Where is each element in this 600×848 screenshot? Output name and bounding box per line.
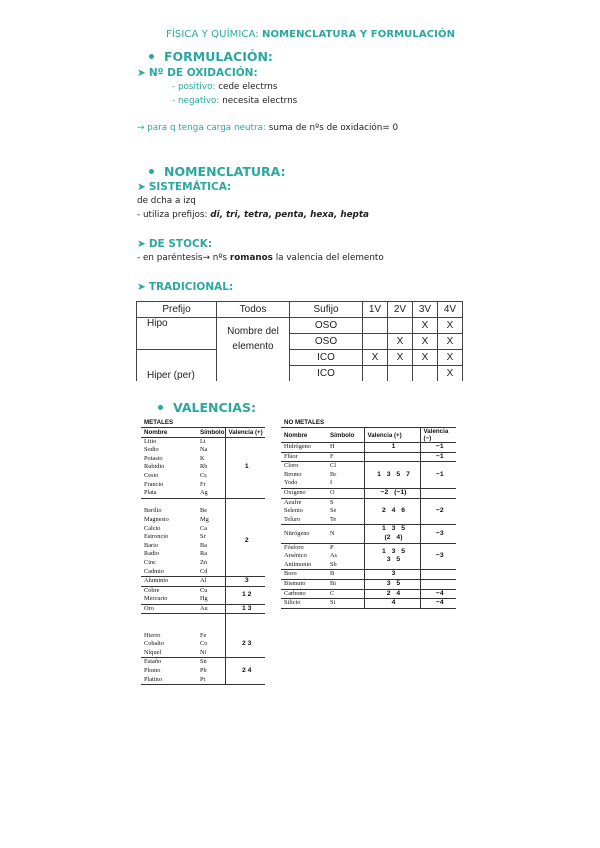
element-symbol: Hg	[197, 595, 225, 604]
element-name: Fósforo	[284, 543, 304, 551]
element-name: Plomo	[144, 667, 161, 675]
valence-negative: −3	[420, 525, 456, 543]
col-header: Valencia (+)	[364, 428, 420, 443]
table-row	[281, 488, 456, 498]
mark-cell: X	[413, 334, 438, 350]
element-name: Calcio	[144, 524, 161, 532]
element-name: Radio	[144, 550, 160, 558]
valence-positive	[364, 589, 420, 599]
element-name: Magnesio	[144, 515, 169, 523]
spacer-row	[141, 614, 265, 623]
element-symbol: Zn	[200, 558, 207, 566]
element-name: Aluminio	[141, 577, 197, 587]
mark-cell: X	[438, 334, 463, 350]
element-symbol: N	[327, 525, 364, 543]
table-row	[141, 507, 265, 516]
title-main: NOMENCLATURA Y FORMULACIÓN	[262, 29, 456, 40]
valence-negative: −1	[420, 462, 456, 489]
valence-positive-text: 2 4	[386, 589, 401, 597]
col-header: Todos	[217, 302, 290, 318]
element-symbol: I	[327, 479, 364, 488]
valence-negative: −1	[420, 452, 456, 462]
table-row	[281, 462, 456, 471]
valence-positive	[364, 543, 420, 570]
title-prefix: FÍSICA Y QUÍMICA:	[166, 29, 259, 40]
element-name: Sodio	[144, 446, 159, 454]
suffix-cell: OSO	[290, 318, 363, 334]
element-name: Selenio	[284, 507, 303, 515]
positivo-line: - positivo: cede electrns	[172, 82, 278, 92]
suffix-cell: OSO	[290, 334, 363, 350]
element-symbol: Cs	[200, 471, 207, 479]
element-symbol: Cu	[200, 586, 208, 594]
element-name: Mercurio	[141, 595, 197, 604]
nometales-table	[281, 419, 456, 609]
nometales-caption: NO METALES	[284, 419, 325, 426]
bullet-icon	[149, 54, 154, 59]
table-row	[141, 577, 265, 587]
element-name: Oxígeno	[281, 488, 327, 498]
element-symbol: Sn	[200, 658, 207, 666]
col-header: 1V	[363, 302, 388, 318]
valence-negative	[420, 570, 456, 580]
element-symbol: Al	[197, 577, 225, 587]
mark-cell	[413, 366, 438, 382]
valence-positive	[364, 525, 420, 543]
table-row	[141, 632, 265, 641]
element-symbol: Ag	[197, 489, 225, 498]
element-symbol: Br	[330, 470, 337, 478]
valence-positive-text: (2 4)	[384, 533, 403, 541]
valence-positive-text: −2 (−1)	[380, 488, 407, 496]
valence-positive	[364, 498, 420, 525]
table-row	[141, 658, 265, 667]
element-name: Oro	[141, 604, 197, 614]
element-symbol: Sr	[200, 533, 206, 541]
valence-positive	[364, 488, 420, 498]
valence-negative	[420, 579, 456, 589]
valence-positive	[364, 579, 420, 589]
valence-negative: −1	[420, 443, 456, 453]
table-row	[281, 589, 456, 599]
sistematica-heading: ➤ SISTEMÁTICA:	[137, 181, 232, 193]
element-symbol: O	[327, 488, 364, 498]
oxidacion-heading: ➤ Nº DE OXIDACIÓN:	[137, 67, 258, 79]
element-symbol: Rb	[200, 463, 208, 471]
element-symbol: Ca	[200, 524, 207, 532]
neutra-line: → para q tenga carga neutra: suma de nºs de oxidación= 0	[137, 123, 399, 133]
col-header: 3V	[413, 302, 438, 318]
element-symbol: Cd	[197, 568, 225, 577]
table-row	[141, 604, 265, 614]
element-symbol: P	[330, 543, 334, 551]
element-name: Estroncio	[144, 533, 169, 541]
element-symbol: K	[200, 454, 205, 462]
table-row	[281, 443, 456, 453]
spacer-row	[141, 623, 265, 632]
mark-cell	[388, 318, 413, 334]
sistematica-line1: de dcha a izq	[137, 196, 196, 206]
bullet-icon	[158, 405, 163, 410]
mark-cell: X	[438, 350, 463, 366]
element-name: Cobre	[144, 586, 160, 594]
metales-caption: METALES	[144, 419, 174, 426]
element-symbol: Bi	[327, 579, 364, 589]
table-row	[137, 350, 463, 366]
valence-positive-text: 1 3 5	[381, 547, 406, 555]
element-symbol: Se	[330, 507, 337, 515]
mark-cell	[363, 318, 388, 334]
element-name: Flúor	[281, 452, 327, 462]
table-row	[141, 437, 265, 446]
element-symbol: Na	[200, 446, 208, 454]
element-symbol: Fe	[200, 631, 207, 639]
negativo-line: - negativo: necesita electrns	[172, 96, 298, 106]
valence-positive-text: 1	[391, 443, 396, 450]
element-symbol: F	[327, 452, 364, 462]
valence-positive-text: 1 3 5 7	[377, 470, 410, 478]
spacer-row	[141, 498, 265, 507]
sistematica-line2: - utiliza prefijos: di, tri, tetra, penta, hexa, hepta	[137, 210, 369, 220]
element-name: Antimonio	[281, 561, 327, 570]
mark-cell	[363, 366, 388, 382]
element-symbol: Ba	[200, 541, 207, 549]
element-name: Cesio	[144, 471, 159, 479]
suffix-cell: ICO	[290, 350, 363, 366]
stock-line: - en paréntesis→ nºs romanos la valencia del elemento	[137, 253, 384, 263]
valence-positive	[364, 452, 420, 462]
col-header: Nombre	[281, 428, 327, 443]
valence-positive-text: 1 3 5	[381, 525, 406, 533]
element-name: Bromo	[284, 470, 302, 478]
table-row	[281, 452, 456, 462]
col-header: Valencia (−)	[420, 428, 456, 443]
col-header: 4V	[438, 302, 463, 318]
element-symbol: S	[330, 498, 334, 506]
element-symbol: As	[330, 552, 337, 560]
arrow-icon: ➤	[137, 281, 146, 293]
page-title	[166, 29, 455, 40]
arrow-icon: ➤	[137, 181, 146, 193]
element-symbol: Be	[200, 507, 207, 515]
suffix-cell: ICO	[290, 366, 363, 382]
element-name: Cobalto	[144, 640, 164, 648]
valence-cell: 2	[225, 507, 265, 576]
element-symbol: Cl	[330, 462, 336, 470]
element-name: Bario	[144, 541, 158, 549]
bullet-icon	[149, 169, 154, 174]
element-symbol: Te	[327, 516, 364, 525]
element-name: Cadmio	[141, 568, 197, 577]
col-header: Sufijo	[290, 302, 363, 318]
element-symbol: C	[327, 589, 364, 599]
valence-positive-text: 3	[391, 570, 396, 578]
valence-negative: −4	[420, 599, 456, 609]
col-header: 2V	[388, 302, 413, 318]
element-symbol: H	[327, 443, 364, 453]
element-symbol: Pb	[200, 667, 207, 675]
valence-positive	[364, 599, 420, 609]
col-header: Símbolo	[197, 428, 225, 438]
element-symbol: Mg	[200, 515, 209, 523]
element-name: Cloro	[284, 462, 299, 470]
valence-cell: 2 3	[225, 632, 265, 658]
element-symbol: Fr	[200, 480, 206, 488]
valence-cell: 2 4	[225, 658, 265, 685]
col-header: Símbolo	[327, 428, 364, 443]
element-symbol: Pt	[197, 676, 225, 685]
col-header: Valencia (+)	[225, 428, 265, 438]
valence-cell: 1 3	[225, 604, 265, 614]
element-name: Bismuto	[281, 579, 327, 589]
col-header: Prefijo	[137, 302, 217, 318]
mark-cell: X	[388, 334, 413, 350]
formulacion-heading: FORMULACIÓN:	[149, 49, 273, 64]
arrow-icon: ➤	[137, 238, 146, 250]
table-row	[281, 579, 456, 589]
table-row	[281, 570, 456, 580]
mark-cell	[363, 334, 388, 350]
mark-cell: X	[413, 318, 438, 334]
mark-cell	[388, 366, 413, 382]
valencias-heading: VALENCIAS:	[158, 400, 256, 415]
element-name: Silicio	[281, 599, 327, 609]
valence-cell: 1 2	[225, 586, 265, 604]
element-symbol: Au	[197, 604, 225, 614]
metales-table	[141, 419, 265, 685]
todos-cell: Nombre del elemento	[217, 318, 290, 382]
valence-positive	[364, 570, 420, 580]
valence-positive	[364, 462, 420, 489]
valence-negative: −3	[420, 543, 456, 570]
element-name: Litio	[144, 437, 157, 445]
valence-negative: −4	[420, 589, 456, 599]
element-symbol: B	[327, 570, 364, 580]
tradicional-heading: ➤ TRADICIONAL:	[137, 281, 234, 293]
element-name: Cinc	[144, 558, 156, 566]
table-row	[141, 586, 265, 595]
nomenclatura-heading: NOMENCLATURA:	[149, 164, 286, 179]
element-name: Francio	[144, 480, 164, 488]
table-row	[281, 599, 456, 609]
element-name: Rubidio	[144, 463, 165, 471]
element-name: Boro	[281, 570, 327, 580]
element-name: Hierro	[144, 631, 161, 639]
element-name: Potasio	[144, 454, 163, 462]
element-name: Níquel	[141, 649, 197, 658]
valence-positive-text: 3 5	[386, 579, 401, 587]
prefix-cell: Hipo	[137, 318, 217, 350]
element-name: Arsénico	[284, 552, 307, 560]
mark-cell: X	[438, 366, 463, 382]
element-name: Estaño	[144, 658, 162, 666]
element-name: Carbono	[281, 589, 327, 599]
table-row	[281, 525, 456, 543]
valence-positive-text: 2 4 6	[381, 507, 406, 515]
element-name: Platino	[141, 676, 197, 685]
mark-cell: X	[363, 350, 388, 366]
table-row	[281, 498, 456, 507]
valence-positive	[364, 443, 420, 453]
mark-cell: X	[438, 318, 463, 334]
valence-positive-text: 3 5	[386, 556, 401, 564]
element-name: Nitrógeno	[281, 525, 327, 543]
element-name: Teluro	[281, 516, 327, 525]
table-row	[281, 543, 456, 552]
element-symbol: Co	[200, 640, 208, 648]
valence-negative: −2	[420, 498, 456, 525]
element-name: Azufre	[284, 498, 302, 506]
valence-negative	[420, 488, 456, 498]
prefix-cell: Hiper (per)	[137, 350, 217, 382]
valence-positive-text: 4	[391, 599, 396, 607]
mark-cell: X	[388, 350, 413, 366]
valence-cell: 3	[225, 577, 265, 587]
element-name: Plata	[141, 489, 197, 498]
element-name: Berilio	[144, 507, 162, 515]
stock-heading: ➤ DE STOCK:	[137, 238, 213, 250]
valence-cell: 1	[225, 437, 265, 498]
element-name: Hidrógeno	[281, 443, 327, 453]
arrow-icon: ➤	[137, 67, 146, 79]
element-name: Yodo	[281, 479, 327, 488]
element-symbol: Sb	[327, 561, 364, 570]
element-symbol: Ra	[200, 550, 207, 558]
table-header-row	[137, 302, 463, 318]
table-row	[137, 318, 463, 334]
element-symbol: Ni	[197, 649, 225, 658]
element-symbol: Li	[200, 437, 206, 445]
col-header: Nombre	[141, 428, 197, 438]
tradicional-table	[136, 301, 463, 381]
element-symbol: Si	[327, 599, 364, 609]
mark-cell: X	[413, 350, 438, 366]
